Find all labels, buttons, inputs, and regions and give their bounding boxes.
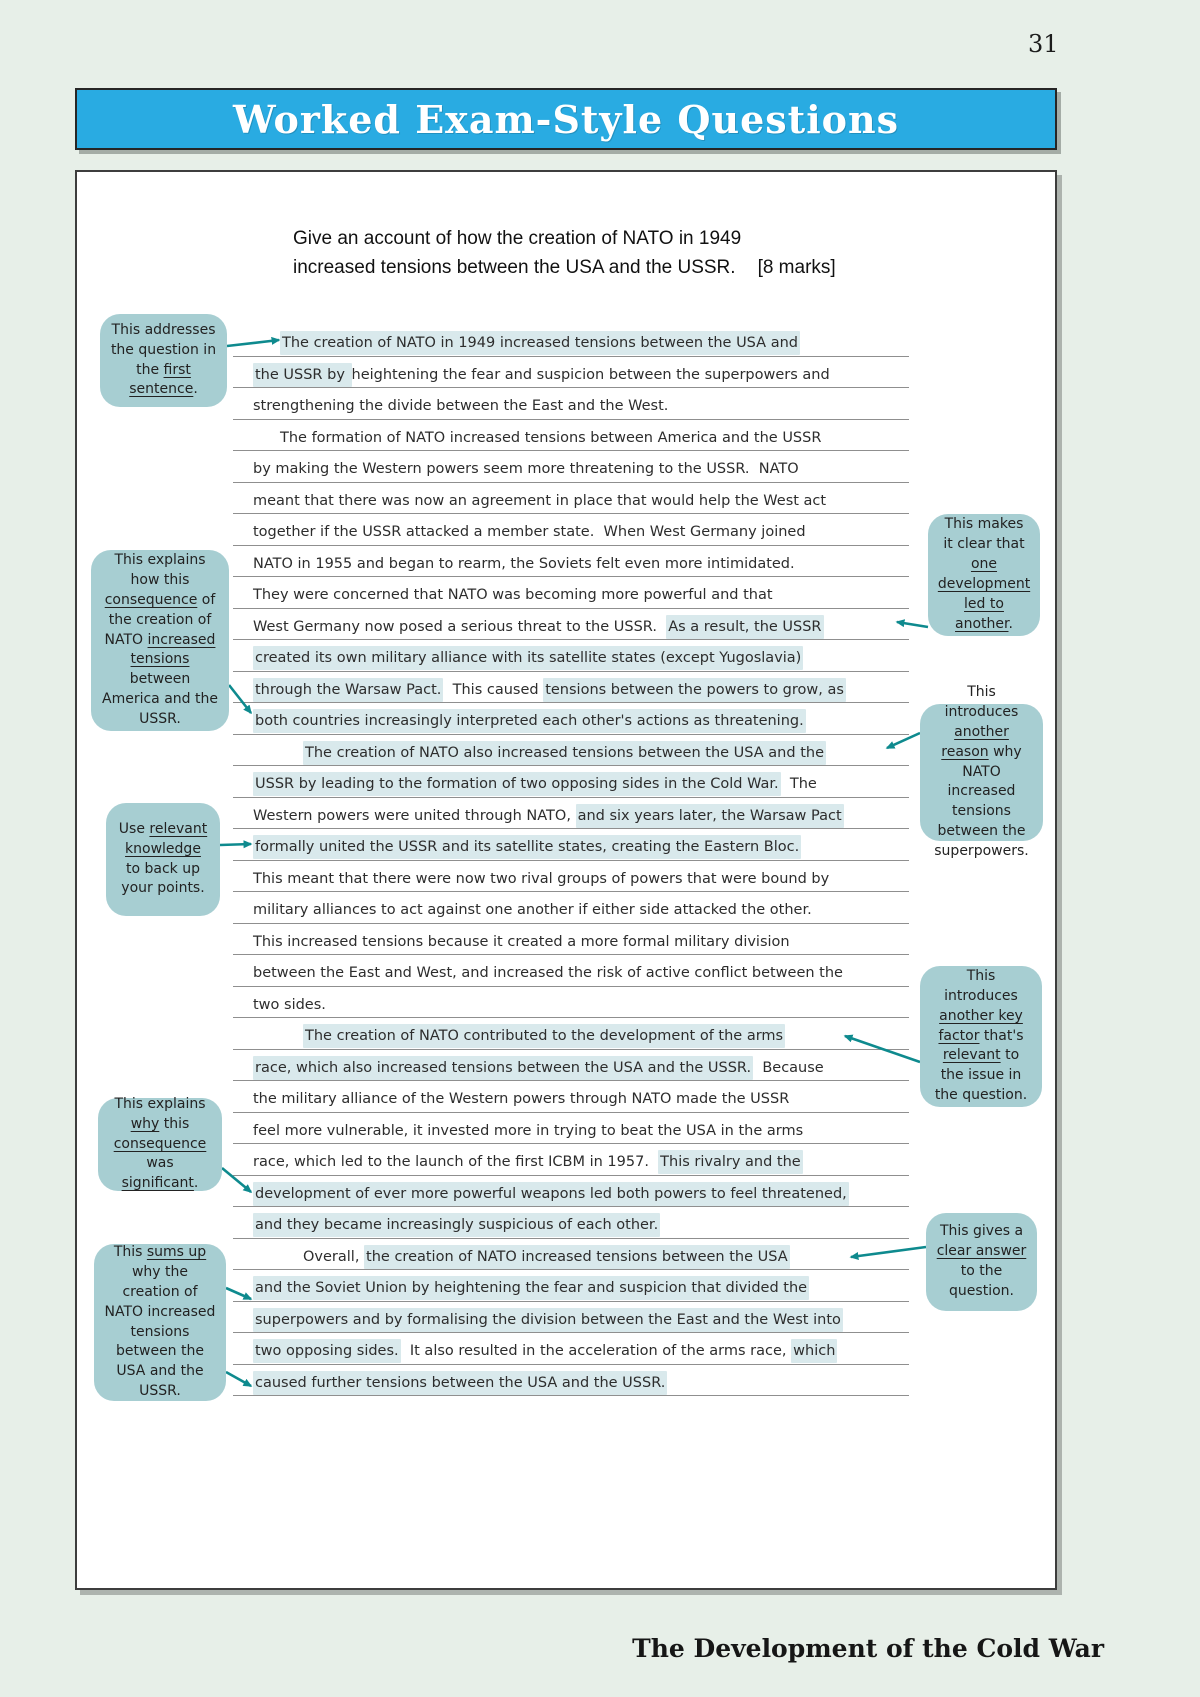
highlighted-text: race, which also increased tensions between the USA and the USSR.	[253, 1056, 753, 1080]
highlighted-text: and they became increasingly suspicious of each other.	[253, 1213, 660, 1237]
highlighted-text: The creation of NATO contributed to the development of the arms	[303, 1024, 785, 1048]
handwritten-text: It also resulted in the acceleration of the arms race,	[400, 1343, 792, 1359]
answer-line	[233, 864, 909, 896]
highlighted-text: tensions between the powers to grow, as	[543, 678, 846, 702]
annotation-callout-r3	[920, 966, 1042, 1107]
answer-line	[233, 1242, 909, 1274]
answer-line	[233, 612, 909, 644]
handwritten-text: Western powers were united through NATO,	[253, 807, 576, 824]
handwritten-text: race, which led to the launch of the first ICBM in 1957.	[253, 1154, 659, 1170]
answer-line	[233, 454, 909, 486]
annotation-text: This introduces another reason why NATO increased tensions between the superpowers.	[934, 684, 1029, 860]
handwritten-text: The	[780, 776, 817, 792]
handwritten-text: two sides.	[253, 996, 326, 1013]
annotation-text: This explains why this consequence was significant.	[113, 1095, 207, 1192]
page-number: 31	[1028, 30, 1059, 58]
answer-line	[233, 1305, 909, 1337]
highlighted-text: As a result, the USSR	[666, 615, 823, 639]
handwritten-text: Because	[753, 1059, 824, 1076]
annotation-text: This makes it clear that one development led to another.	[937, 516, 1031, 632]
answer-line	[233, 738, 909, 770]
highlighted-text: This rivalry and the	[658, 1150, 803, 1174]
answer-line	[233, 1179, 909, 1211]
annotation-callout-r4	[926, 1213, 1037, 1311]
answer-line	[233, 832, 909, 864]
answer-line	[233, 1053, 909, 1085]
handwritten-text: feel more vulnerable, it invested more in trying to beat the USA in the arms	[253, 1122, 804, 1139]
header-banner	[75, 88, 1057, 150]
handwritten-text: together if the USSR attacked a member state. When West Germany joined	[253, 524, 806, 540]
handwritten-text: This increased tensions because it created a more formal military division	[253, 933, 790, 950]
answer-line	[233, 423, 909, 455]
annotation-callout-l2	[91, 550, 229, 731]
footer-section-title: The Development of the Cold War	[632, 1634, 1104, 1663]
question-line-2: increased tensions between the USA and the USSR. [8 marks]	[293, 257, 836, 279]
question-line-1: Give an account of how the creation of NATO in 1949	[293, 228, 742, 249]
answer-line	[233, 1147, 909, 1179]
handwritten-text: heightening the fear and suspicion between the superpowers and	[351, 366, 830, 383]
highlighted-text: the creation of NATO increased tensions between the USA	[364, 1245, 790, 1269]
handwritten-text: between the East and West, and increased the risk of active conflict between the	[253, 965, 843, 981]
annotation-callout-l5	[94, 1244, 226, 1401]
annotation-text: Use relevant knowledge to back up your points.	[118, 820, 208, 897]
answer-line	[233, 1084, 909, 1116]
highlighted-text: formally united the USSR and its satellite states, creating the Eastern Bloc.	[253, 835, 801, 859]
answer-line	[233, 769, 909, 801]
highlighted-text: The creation of NATO also increased tensions between the USA and the	[303, 741, 826, 765]
answer-line	[233, 580, 909, 612]
handwritten-text: NATO in 1955 and began to rearm, the Soviets felt even more intimidated.	[253, 555, 795, 572]
answer-line	[233, 517, 909, 549]
handwritten-text: This caused	[443, 681, 544, 698]
highlighted-text: and the Soviet Union by heightening the fear and suspicion that divided the	[253, 1276, 809, 1300]
handwritten-text: military alliances to act against one another if either side attacked the other.	[253, 902, 812, 918]
highlighted-text: which	[791, 1339, 837, 1363]
highlighted-text: the USSR by	[253, 363, 352, 387]
handwritten-text: Overall,	[303, 1248, 365, 1265]
annotation-callout-l4	[98, 1095, 222, 1192]
marks-label: [8 marks]	[757, 257, 836, 279]
answer-line	[233, 1336, 909, 1368]
answer-line	[233, 1021, 909, 1053]
answer-lines	[233, 328, 909, 1399]
answer-line	[233, 391, 909, 423]
handwritten-text: The formation of NATO increased tensions between America and the USSR	[280, 429, 822, 446]
answer-line	[233, 927, 909, 959]
highlighted-text: and six years later, the Warsaw Pact	[576, 804, 844, 828]
annotation-callout-r1	[928, 514, 1040, 636]
answer-line	[233, 675, 909, 707]
annotation-callout-l1	[100, 314, 227, 407]
highlighted-text: USSR by leading to the formation of two opposing sides in the Cold War.	[253, 772, 781, 796]
answer-line	[233, 895, 909, 927]
highlighted-text: development of ever more powerful weapons led both powers to feel threatened,	[253, 1182, 849, 1206]
highlighted-text: both countries increasingly interpreted each other's actions as threatening.	[253, 709, 806, 733]
handwritten-text: strengthening the divide between the East and the West.	[253, 398, 669, 414]
answer-line	[233, 360, 909, 392]
highlighted-text: through the Warsaw Pact.	[253, 678, 443, 702]
answer-line	[233, 990, 909, 1022]
annotation-callout-r2	[920, 684, 1043, 860]
answer-line	[233, 486, 909, 518]
handwritten-text: West Germany now posed a serious threat to the USSR.	[253, 618, 667, 635]
handwritten-text: the military alliance of the Western powers through NATO made the USSR	[253, 1091, 790, 1107]
highlighted-text: caused further tensions between the USA and the USSR.	[253, 1371, 667, 1395]
answer-line	[233, 706, 909, 738]
answer-line	[233, 549, 909, 581]
annotation-callout-l3	[106, 803, 220, 916]
handwritten-text: This meant that there were now two rival groups of powers that were bound by	[253, 870, 830, 887]
highlighted-text: The creation of NATO in 1949 increased tensions between the USA and	[280, 331, 800, 355]
highlighted-text: two opposing sides.	[253, 1339, 401, 1363]
highlighted-text: created its own military alliance with its satellite states (except Yugoslavia)	[253, 646, 803, 670]
annotation-text: This introduces another key factor that's relevant to the issue in the question.	[934, 967, 1028, 1104]
answer-line	[233, 1116, 909, 1148]
annotation-text: This addresses the question in the first sentence.	[110, 321, 217, 398]
question-text	[293, 224, 836, 283]
annotation-text: This gives a clear answer to the question.	[936, 1223, 1027, 1299]
highlighted-text: superpowers and by formalising the division between the East and the West into	[253, 1308, 843, 1332]
answer-line	[233, 643, 909, 675]
answer-line	[233, 1273, 909, 1305]
answer-line	[233, 801, 909, 833]
page-title: Worked Exam-Style Questions	[232, 96, 900, 142]
handwritten-text: They were concerned that NATO was becoming more powerful and that	[253, 587, 773, 603]
handwritten-text: meant that there was now an agreement in place that would help the West act	[253, 492, 827, 509]
annotation-text: This explains how this consequence of the creation of NATO increased tensions between America and the USSR.	[102, 552, 218, 728]
answer-line	[233, 328, 909, 360]
handwritten-text: by making the Western powers seem more threatening to the USSR. NATO	[253, 461, 799, 477]
answer-line	[233, 1210, 909, 1242]
answer-line	[233, 1368, 909, 1400]
annotation-text: This sums up why the creation of NATO increased tensions between the USA and the USSR.	[104, 1244, 216, 1400]
answer-line	[233, 958, 909, 990]
